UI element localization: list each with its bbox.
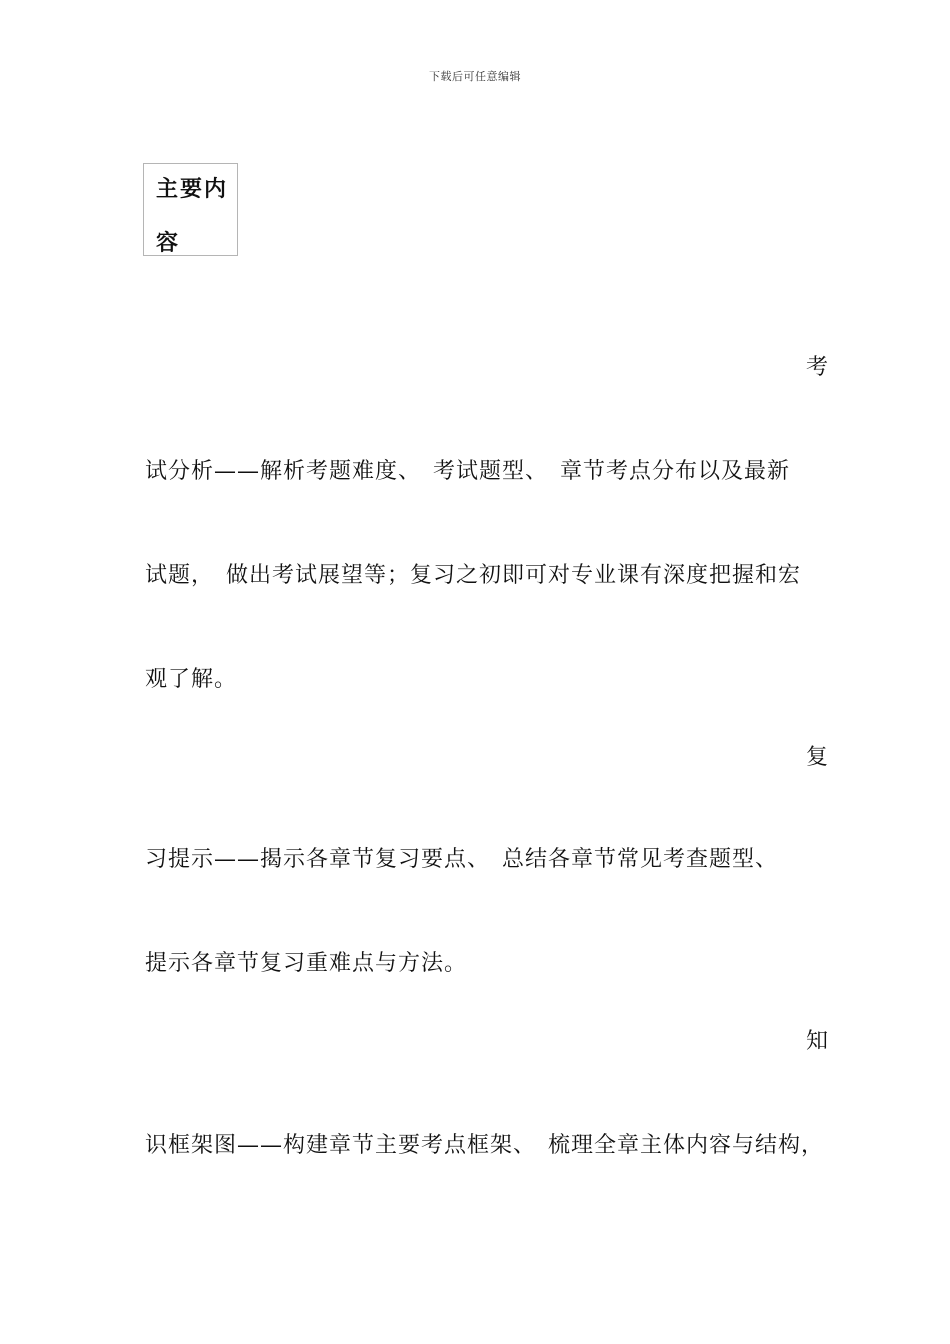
- section-1-line-1: [145, 454, 790, 485]
- section-1-line-2: [145, 558, 801, 589]
- section-1-line-3-part-1: 观了解。: [145, 667, 238, 692]
- main-content-title-box: [143, 163, 238, 256]
- section-2-line-1-part-2: 总结各章节常见考查题型、: [502, 847, 779, 872]
- title-line-2: 容: [156, 231, 181, 256]
- section-1-first-char: 考: [806, 355, 829, 380]
- header-note: 下载后可任意编辑: [429, 70, 521, 83]
- section-1-line-1-part-2: 考试题型、: [433, 459, 549, 484]
- section-3-first-char: 知: [806, 1029, 829, 1054]
- section-1-line-3: [145, 662, 237, 693]
- section-3-line-1-part-2: 梳理全章主体内容与结构，: [548, 1133, 825, 1158]
- section-2-line-1: [145, 842, 778, 873]
- section-1-line-2-part-1: 试题，: [145, 563, 215, 588]
- section-2-line-2: [145, 946, 467, 977]
- section-2-line-2-part-1: 提示各章节复习重难点与方法。: [145, 951, 468, 976]
- section-1-line-1-part-1: 试分析——解析考题难度、: [145, 459, 422, 484]
- section-2-line-1-part-1: 习提示——揭示各章节复习要点、: [145, 847, 491, 872]
- section-3-line-1-part-1: 识框架图——构建章节主要考点框架、: [145, 1133, 537, 1158]
- section-2-first-char: 复: [806, 745, 829, 770]
- section-1-line-1-part-3: 章节考点分布以及最新: [560, 459, 791, 484]
- section-1-line-2-part-2: 做出考试展望等；复习之初即可对专业课有深度把握和宏: [226, 563, 802, 588]
- title-line-1: 主要内: [156, 177, 229, 202]
- section-3-line-1: [145, 1128, 824, 1159]
